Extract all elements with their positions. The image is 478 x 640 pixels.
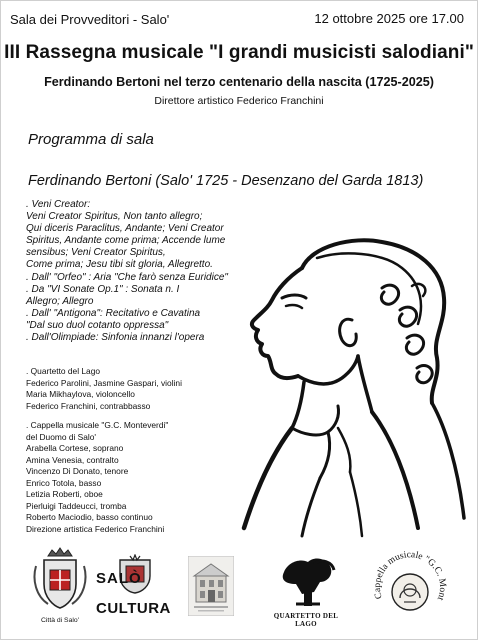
ensemble-line: Roberto Maciodio, basso continuo: [26, 512, 153, 522]
building-logo: [188, 556, 234, 616]
ensemble-line: Amina Venesia, contralto: [26, 454, 119, 465]
ensemble-line: del Duomo di Salo': [26, 431, 97, 442]
program-line: sensibus; Veni Creator Spiritus,: [26, 247, 166, 259]
quartetto-caption: QUARTETTO DEL LAGO: [273, 612, 339, 628]
quartetto-logo: [266, 552, 346, 626]
coat-of-arms-icon: [28, 546, 92, 612]
program-heading: Programma di sala: [28, 131, 154, 148]
event-date: 12 ottobre 2025 ore 17.00: [314, 11, 464, 26]
ensemble-line: Arabella Cortese, soprano: [26, 443, 124, 453]
program-line: Spiritus, Andante come prima; Accende lume: [26, 235, 226, 247]
salo-cultura-line2: CULTURA: [96, 600, 171, 617]
composer-heading: Ferdinando Bertoni (Salo' 1725 - Desenzano del Garda 1813): [28, 173, 424, 189]
salo-cultura-logo: [96, 552, 171, 624]
ensemble-line: Vincenzo Di Donato, tenore: [26, 466, 129, 476]
program-line: . Dall' "Orfeo" : Aria "Che farò senza Euridice": [26, 271, 228, 283]
building-icon: [188, 556, 234, 616]
composer-portrait: [232, 228, 468, 540]
program-line: Come prima; Jesu tibi sit gloria, Allegretto.: [26, 259, 213, 271]
cappella-seal: [368, 548, 452, 632]
program-line: Allegro; Allegro: [26, 295, 94, 307]
ensemble-line: Letizia Roberti, oboe: [26, 489, 103, 499]
ensemble-line: Maria Mikhaylova, violoncello: [26, 389, 135, 399]
city-caption: Città di Salo': [41, 617, 79, 624]
program-list: [26, 199, 228, 344]
venue-label: Sala dei Provveditori - Salo': [10, 12, 170, 27]
ensemble-line: Enrico Totola, basso: [26, 477, 102, 488]
city-logo: [28, 546, 92, 626]
ensemble-cappella: [26, 420, 168, 535]
ensemble-line: . Quartetto del Lago: [26, 366, 101, 376]
program-line: . Da "VI Sonate Op.1" : Sonata n. I: [26, 283, 180, 295]
ensemble-quartetto: [26, 366, 182, 412]
program-line: . Dall'Olimpiade: Sinfonia innanzi l'opera: [26, 332, 205, 344]
ensemble-line: Federico Franchini, contrabbasso: [26, 400, 151, 411]
program-line: Veni Creator Spiritus, Non tanto allegro;: [26, 211, 203, 223]
seal-icon: [368, 548, 452, 632]
ensemble-line: Pierluigi Taddeucci, tromba: [26, 500, 127, 511]
program-line: "Dal suo duol cotanto oppressa": [26, 319, 169, 331]
ensemble-line: Federico Parolini, Jasmine Gaspari, violini: [26, 377, 182, 388]
lion-icon: [274, 552, 338, 608]
artistic-director: Direttore artistico Federico Franchini: [154, 95, 324, 107]
page-subtitle: Ferdinando Bertoni nel terzo centenario della nascita (1725-2025): [44, 75, 434, 89]
program-line: Qui diceris Paraclitus, Andante; Veni Creator: [26, 223, 224, 235]
program-line: . Dall' "Antigona": Recitativo e Cavatina: [26, 307, 201, 319]
ensemble-line: . Cappella musicale "G.C. Monteverdi": [26, 420, 169, 430]
ensemble-line: Direzione artistica Federico Franchini: [26, 523, 165, 534]
cappella-seal-text: Cappella musicale "G.C. Mont: [372, 550, 448, 602]
salo-cultura-line1: SALÒ: [96, 570, 142, 587]
page-title: III Rassegna musicale "I grandi musicisti salodiani": [4, 42, 474, 63]
program-line: . Veni Creator:: [26, 199, 91, 210]
